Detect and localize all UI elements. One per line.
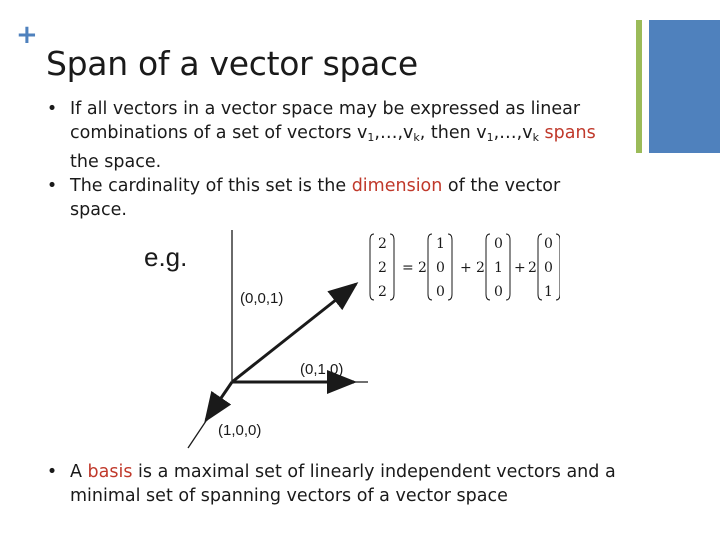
plus-mark: + (16, 20, 38, 50)
vector-entry: 2 (378, 260, 387, 276)
bullet-text: of the vector space. (70, 176, 561, 220)
equals-sign: = (402, 260, 414, 276)
vector-entry: 0 (494, 236, 503, 252)
bracket-left (538, 234, 542, 300)
bullet-text: The cardinality of this set is the (70, 176, 352, 196)
equation-svg (368, 228, 560, 306)
bracket-right (390, 234, 394, 300)
coefficient: 2 (418, 260, 427, 276)
linear-combination-equation (368, 228, 560, 306)
vector-entry: 2 (378, 236, 387, 252)
plus-sign: + (514, 260, 526, 276)
vector-entry: 0 (436, 284, 445, 300)
vector-entry: 1 (544, 284, 553, 300)
subscript: 1 (367, 131, 375, 144)
bracket-right (506, 234, 510, 300)
highlight-term: basis (87, 462, 133, 482)
bullet-text: A (70, 462, 88, 482)
vector-entry: 1 (436, 236, 445, 252)
subscript: k (413, 131, 420, 144)
bullet-text: combinations of a set of vectors v (70, 123, 368, 143)
vector-entry: 0 (436, 260, 445, 276)
bullet-text: If all vectors in a vector space may be expressed as linear (70, 99, 581, 119)
vector-entry: 1 (494, 260, 503, 276)
bracket-left (486, 234, 490, 300)
vector-entry: 2 (378, 284, 387, 300)
subscript: 1 (486, 131, 494, 144)
bracket-right (556, 234, 560, 300)
bullet-basis (42, 460, 642, 508)
bullet-text: ,…,v (374, 123, 414, 143)
bullet-dot: • (46, 462, 58, 482)
bracket-left (428, 234, 432, 300)
vector-entry: 0 (544, 236, 553, 252)
bullet-text: , then v (419, 123, 487, 143)
bullet-text: is a maximal set of linearly independent vectors and a minimal set of spanning vectors of a vector space (70, 462, 616, 506)
example-label: e.g. (144, 242, 188, 272)
subscript: k (532, 131, 539, 144)
bullet-text: ,…,v (493, 123, 533, 143)
bullet-list-bottom (42, 460, 642, 508)
bracket-right (448, 234, 452, 300)
highlight-term: spans (544, 123, 596, 143)
bullet-dot: • (46, 176, 58, 196)
vector-entry: 0 (544, 260, 553, 276)
slide-title: Span of a vector space (46, 44, 418, 83)
vector-entry: 0 (494, 284, 503, 300)
bracket-left (370, 234, 374, 300)
vector-label-y: (0,1,0) (300, 361, 344, 378)
bullet-dot: • (46, 99, 58, 119)
vector-label-x: (1,0,0) (218, 422, 262, 439)
vector-arrow-x (206, 382, 232, 420)
plus-sign: + (460, 260, 472, 276)
highlight-term: dimension (351, 176, 443, 196)
bullet-text: the space. (70, 152, 162, 172)
coefficient: 2 (528, 260, 537, 276)
coefficient: 2 (476, 260, 485, 276)
vector-label-z: (0,0,1) (240, 290, 284, 307)
